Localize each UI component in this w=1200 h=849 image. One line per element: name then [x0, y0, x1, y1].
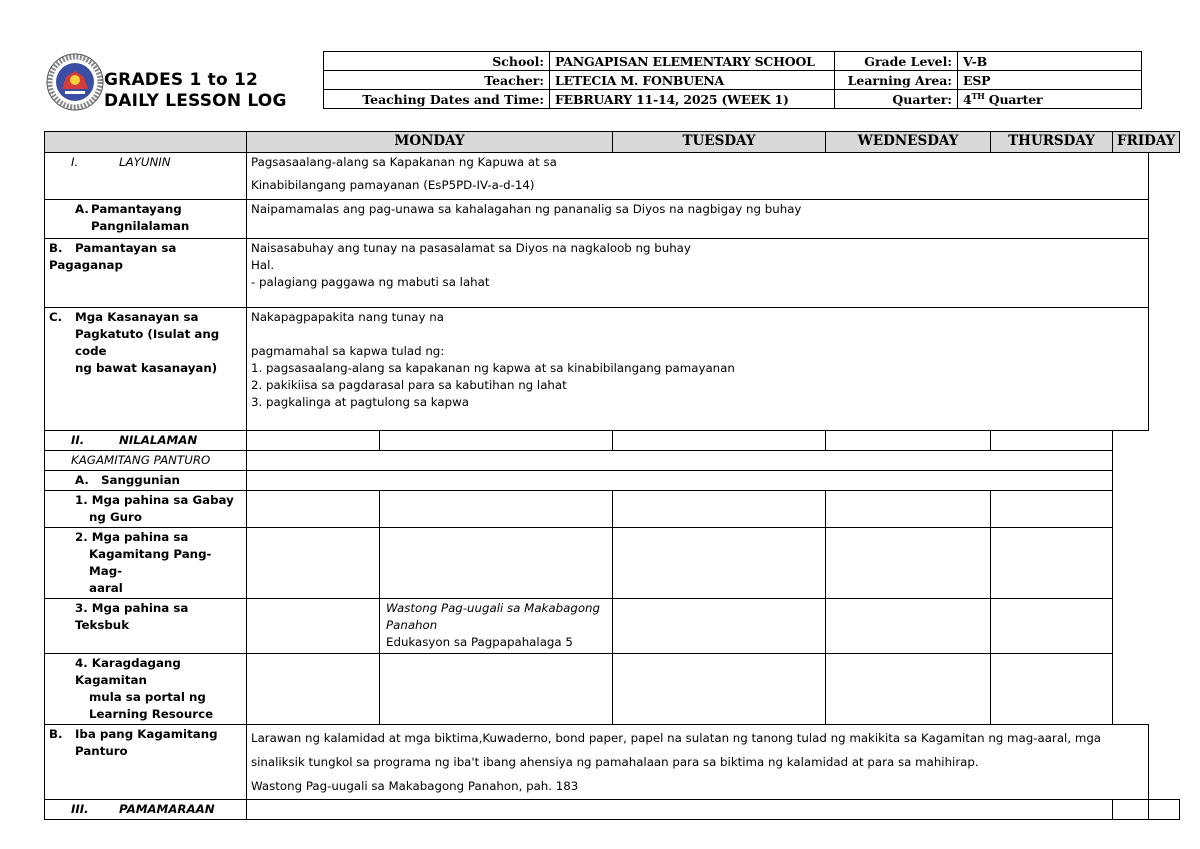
- grade-value: V-B: [958, 52, 1142, 71]
- tuesday-nilalaman: [380, 431, 613, 451]
- row-pagaganap: [45, 239, 1180, 308]
- monday-nilalaman: [247, 431, 380, 451]
- row-nilalaman: [45, 431, 1180, 451]
- layunin-label: I. LAYUNIN: [45, 153, 247, 200]
- row-sanggunian: [45, 471, 1180, 491]
- row-pamamaraan: [45, 800, 1180, 820]
- school-label: School:: [324, 52, 550, 71]
- teacher-label: Teacher:: [324, 71, 550, 90]
- teksbuk-tuesday: Wastong Pag-uugali sa Makabagong Panahon Edukasyon sa Pagpapahalaga 5: [380, 599, 613, 654]
- row-gabay: [45, 491, 1180, 528]
- day-monday: MONDAY: [247, 132, 613, 153]
- school-value: PANGAPISAN ELEMENTARY SCHOOL: [550, 52, 835, 71]
- layunin-content: Pagsasaalang-alang sa Kapakanan ng Kapuwa at sa Kinabibilangang pamayanan (EsP5PD-IV-a-d-14): [247, 153, 1149, 200]
- karagdagang-label: 4. Karagdagang Kagamitan mula sa portal ng Learning Resource: [45, 654, 247, 725]
- deped-seal-logo: [46, 53, 104, 111]
- quarter-value: 4TH Quarter: [958, 90, 1142, 109]
- pamantayang-content: Naipamamalas ang pag-unawa sa kahalagahan ng pananalig sa Diyos na nagbigay ng buhay: [247, 200, 1149, 239]
- day-thursday: THURSDAY: [991, 132, 1113, 153]
- pangmag-label: 2. Mga pahina sa Kagamitang Pang-Mag- aaral: [45, 528, 247, 599]
- area-label: Learning Area:: [835, 71, 958, 90]
- row-pamantayang: [45, 200, 1180, 239]
- day-wednesday: WEDNESDAY: [826, 132, 991, 153]
- row-kagamitan: [45, 451, 1180, 471]
- day-header-row: [45, 132, 1180, 153]
- pamantayang-label: A. Pamantayang Pangnilalaman: [45, 200, 247, 239]
- pagaganap-label: B. Pamantayan sa Pagaganap: [45, 239, 247, 308]
- teacher-value: LETECIA M. FONBUENA: [550, 71, 835, 90]
- pamamaraan-label: III. PAMAMARAAN: [45, 800, 247, 820]
- form-title-line1: GRADES 1 to 12: [104, 70, 259, 90]
- row-kasanayan: [45, 308, 1180, 431]
- dates-label: Teaching Dates and Time:: [324, 90, 550, 109]
- kasanayan-content: Nakapagpapakita nang tunay na pagmamahal sa kapwa tulad ng: 1. pagsasaalang-alang sa kapakanan ng kapwa at sa kinabibilangang pamayanan 2. pakikiisa sa pagdarasal para sa kabutihan ng lahat 3. pagkalinga at pagtulong sa kapwa: [247, 308, 1149, 431]
- teksbuk-label: 3. Mga pahina sa Teksbuk: [45, 599, 247, 654]
- dates-value: FEBRUARY 11-14, 2025 (WEEK 1): [550, 90, 835, 109]
- quarter-label: Quarter:: [835, 90, 958, 109]
- pagaganap-content: Naisasabuhay ang tunay na pasasalamat sa Diyos na nagkaloob ng buhay Hal. - palagiang paggawa ng mabuti sa lahat: [247, 239, 1149, 308]
- row-layunin: [45, 153, 1180, 200]
- nilalaman-label: II. NILALAMAN: [45, 431, 247, 451]
- sanggunian-label: A. Sanggunian: [45, 471, 247, 491]
- pamamaraan-content: [247, 800, 1113, 820]
- row-iba: [45, 725, 1180, 800]
- form-title-line2: DAILY LESSON LOG: [104, 91, 287, 111]
- day-tuesday: TUESDAY: [613, 132, 826, 153]
- row-karagdagang: [45, 654, 1180, 725]
- corner-cell: [45, 132, 247, 153]
- row-teksbuk: [45, 599, 1180, 654]
- iba-content: Larawan ng kalamidad at mga biktima,Kuwaderno, bond paper, papel na sulatan ng tanong tulad ng makikita sa Kagamitan ng mag-aaral, mga sinaliksik tungkol sa programa ng iba't ibang ahensiya ng pamahalaan para sa biktima ng kalamidad at para sa mahihirap. Wastong Pag-uugali sa Makabagong Panahon, pah. 183: [247, 725, 1149, 800]
- area-value: ESP: [958, 71, 1142, 90]
- gabay-label: 1. Mga pahina sa Gabay ng Guro: [45, 491, 247, 528]
- wednesday-nilalaman: [613, 431, 826, 451]
- sanggunian-content: [247, 471, 1113, 491]
- iba-label: B. Iba pang Kagamitang Panturo: [45, 725, 247, 800]
- kasanayan-label: C. Mga Kasanayan sa Pagkatuto (Isulat ang code ng bawat kasanayan): [45, 308, 247, 431]
- grade-label: Grade Level:: [835, 52, 958, 71]
- day-friday: FRIDAY: [1113, 132, 1180, 153]
- kagamitan-content: [247, 451, 1113, 471]
- lesson-log-table: [44, 131, 1180, 820]
- kagamitan-label: KAGAMITANG PANTURO: [45, 451, 247, 471]
- header-info-table: [323, 51, 1142, 109]
- row-pangmag: [45, 528, 1180, 599]
- thursday-nilalaman: [826, 431, 991, 451]
- friday-nilalaman: [991, 431, 1113, 451]
